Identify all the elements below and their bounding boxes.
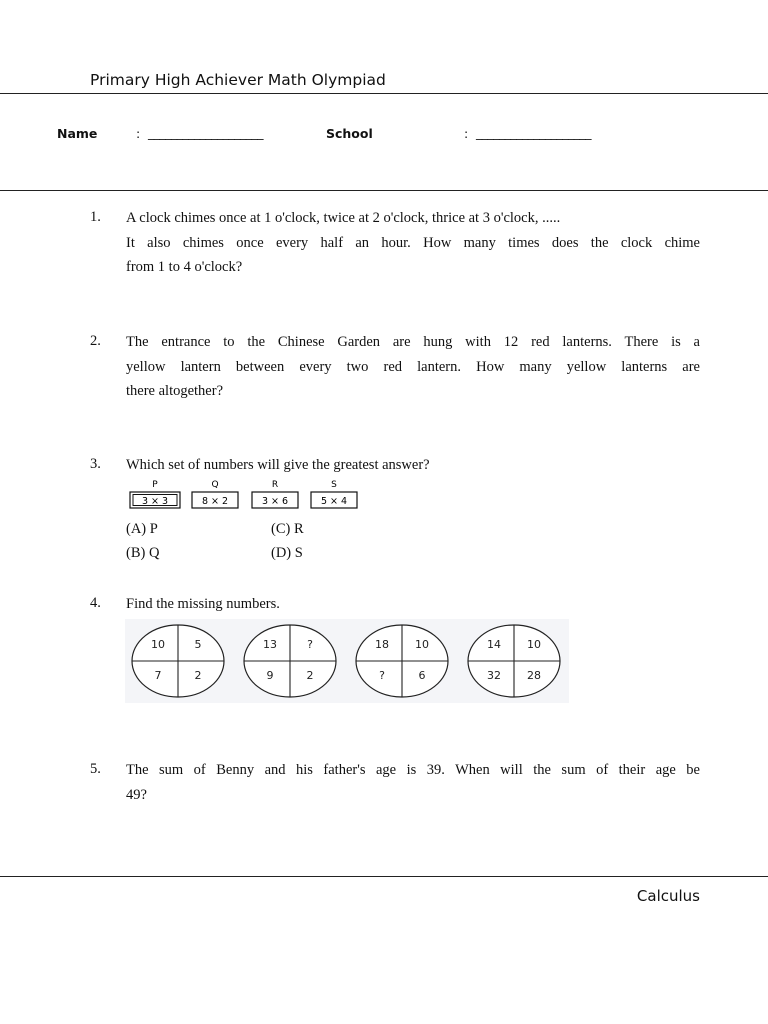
question-4-line: Find the missing numbers.	[126, 596, 280, 612]
set-r	[252, 480, 298, 508]
question-2-line: yellow lantern between every two red lantern. How many yellow lanterns are	[126, 358, 700, 375]
name-field[interactable]: ____________________	[148, 125, 263, 140]
question-2-text	[126, 330, 700, 404]
section-divider	[0, 190, 768, 191]
question-2-number: 2.	[90, 333, 101, 349]
question-3-number: 3.	[90, 456, 101, 472]
circle-value: 13	[263, 638, 277, 651]
question-4-number: 4.	[90, 595, 101, 611]
question-3-text	[126, 453, 700, 478]
set-expression: 3 × 3	[141, 496, 169, 507]
circle-value: 6	[418, 669, 426, 682]
name-label: Name	[57, 126, 98, 141]
circle-2	[244, 625, 336, 697]
set-s	[311, 480, 357, 508]
question-4-text	[126, 592, 700, 617]
question-5-line: 49?	[126, 786, 147, 803]
circle-value: 18	[375, 638, 389, 651]
question-5-line: The sum of Benny and his father's age is 39. When will the sum of their age be	[126, 762, 700, 778]
footer-label: Calculus	[636, 887, 700, 905]
set-p	[130, 480, 180, 508]
question-5-number: 5.	[90, 761, 101, 777]
set-expression: 8 × 2	[201, 496, 229, 507]
option-d: (D) S	[271, 545, 303, 561]
question-2-line: there altogether?	[126, 383, 224, 399]
circle-value: 10	[415, 638, 429, 651]
circle-value: 9	[266, 669, 274, 682]
school-field[interactable]: ____________________	[476, 125, 591, 140]
circle-value: 14	[487, 638, 501, 651]
set-letter: R	[271, 480, 279, 490]
question-2-line: The entrance to the Chinese Garden are hung with 12 red lanterns. There is a	[126, 334, 700, 350]
circle-4	[468, 625, 560, 697]
circle-1	[132, 625, 224, 697]
circle-value: 32	[487, 669, 501, 682]
set-q	[192, 480, 238, 508]
question-1-line: from 1 to 4 o'clock?	[126, 259, 243, 275]
option-a: (A) P	[126, 521, 158, 537]
question-1-line: It also chimes once every half an hour. How many times does the clock chime	[126, 234, 700, 251]
question-1-line: A clock chimes once at 1 o'clock, twice at 2 o'clock, thrice at 3 o'clock, .....	[126, 210, 561, 226]
page-title: Primary High Achiever Math Olympiad	[90, 71, 386, 89]
circle-value: ?	[379, 669, 385, 682]
question-3-line: Which set of numbers will give the greatest answer?	[126, 457, 430, 473]
question-5-text	[126, 758, 700, 807]
question-1-text	[126, 206, 700, 280]
set-letter: S	[331, 480, 337, 490]
circle-value: 10	[151, 638, 165, 651]
option-c: (C) R	[271, 521, 304, 537]
circle-value: 2	[194, 669, 202, 682]
missing-numbers-figure	[125, 619, 569, 703]
name-colon: :	[136, 126, 141, 141]
circle-value: ?	[307, 638, 313, 651]
school-label: School	[326, 126, 373, 141]
set-letter: P	[152, 480, 158, 490]
circle-value: 10	[527, 638, 541, 651]
set-expression: 5 × 4	[320, 496, 348, 507]
circle-3	[356, 625, 448, 697]
circle-value: 28	[527, 669, 541, 682]
option-b: (B) Q	[126, 545, 160, 561]
set-expression: 3 × 6	[261, 496, 289, 507]
number-sets-figure	[126, 476, 366, 512]
school-colon: :	[464, 126, 469, 141]
header-divider	[0, 93, 768, 94]
circle-value: 5	[194, 638, 202, 651]
footer-divider	[0, 876, 768, 877]
circle-value: 7	[154, 669, 162, 682]
question-1-number: 1.	[90, 209, 101, 225]
circle-value: 2	[306, 669, 314, 682]
set-letter: Q	[211, 480, 219, 490]
